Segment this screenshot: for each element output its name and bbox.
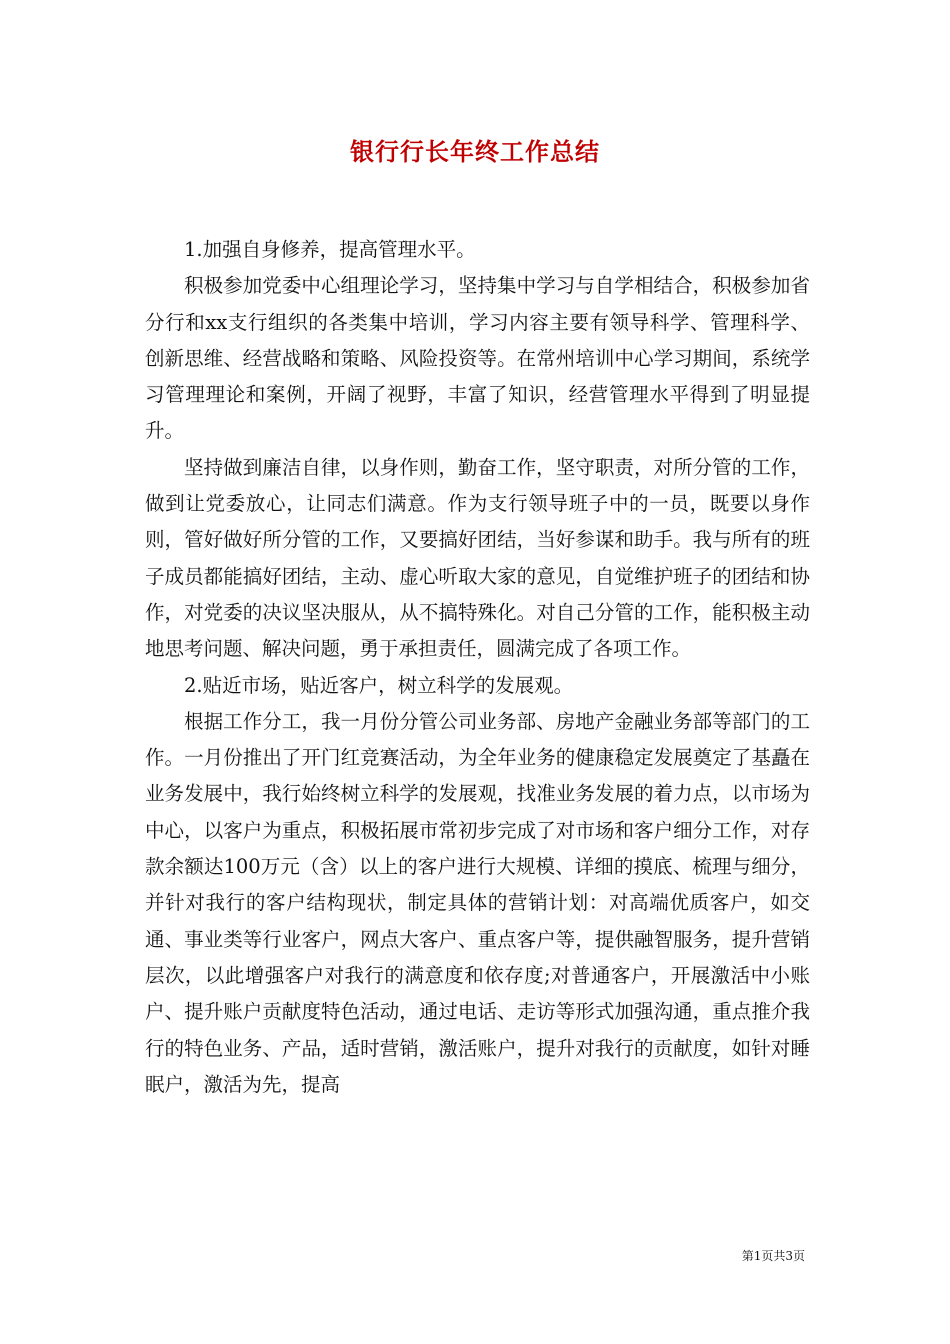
section-heading-2: 2.贴近市场，贴近客户，树立科学的发展观。 xyxy=(184,673,574,697)
section-heading-1: 1.加强自身修养，提高管理水平。 xyxy=(184,238,476,261)
document-title: 银行行长年终工作总结 xyxy=(350,137,600,166)
paragraph-1: 积极参加党委中心组理论学习，坚持集中学习与自学相结合，积极参加省分行和xx支行组织的各类集中培训，学习内容主要有领导科学、管理科学、创新思维、经营战略和策略、风险投资等。在常州培训中心学习期间，系统学习管理理论和案例，开阔了视野，丰富了知识，经营管理水平得到了明显提升。 xyxy=(145,274,810,443)
paragraph-3: 根据工作分工，我一月份分管公司业务部、房地产金融业务部等部门的工作。一月份推出了开门红竞赛活动，为全年业务的健康稳定发展奠定了基矗在业务发展中，我行始终树立科学的发展观，找准业务发展的着力点，以市场为中心，以客户为重点，积极拓展市常初步完成了对市场和客户细分工作，对存款余额达100万元（含）以上的客户进行大规模、详细的摸底、梳理与细分，并针对我行的客户结构现状，制定具体的营销计划：对高端优质客户，如交通、事业类等行业客户，网点大客户、重点客户等，提供融智服务，提升营销层次，以此增强客户对我行的满意度和依存度;对普通客户，开展激活中小账户、提升账户贡献度特色活动，通过电话、走访等形式加强沟通，重点推介我行的特色业务、产品，适时营销，激活账户，提升对我行的贡献度，如针对睡眠户，激活为先，提高 xyxy=(145,709,810,1096)
paragraph-2: 坚持做到廉洁自律，以身作则，勤奋工作，坚守职责，对所分管的工作，做到让党委放心，让同志们满意。作为支行领导班子中的一员，既要以身作则，管好做好所分管的工作，又要搞好团结，当好参谋和助手。我与所有的班子成员都能搞好团结，主动、虚心听取大家的意见，自觉维护班子的团结和协作，对党委的决议坚决服从，从不搞特殊化。对自己分管的工作，能积极主动地思考问题、解决问题，勇于承担责任，圆满完成了各项工作。 xyxy=(145,455,810,661)
document-body xyxy=(145,232,810,1103)
page-number-footer: 第1页共3页 xyxy=(741,1249,805,1263)
